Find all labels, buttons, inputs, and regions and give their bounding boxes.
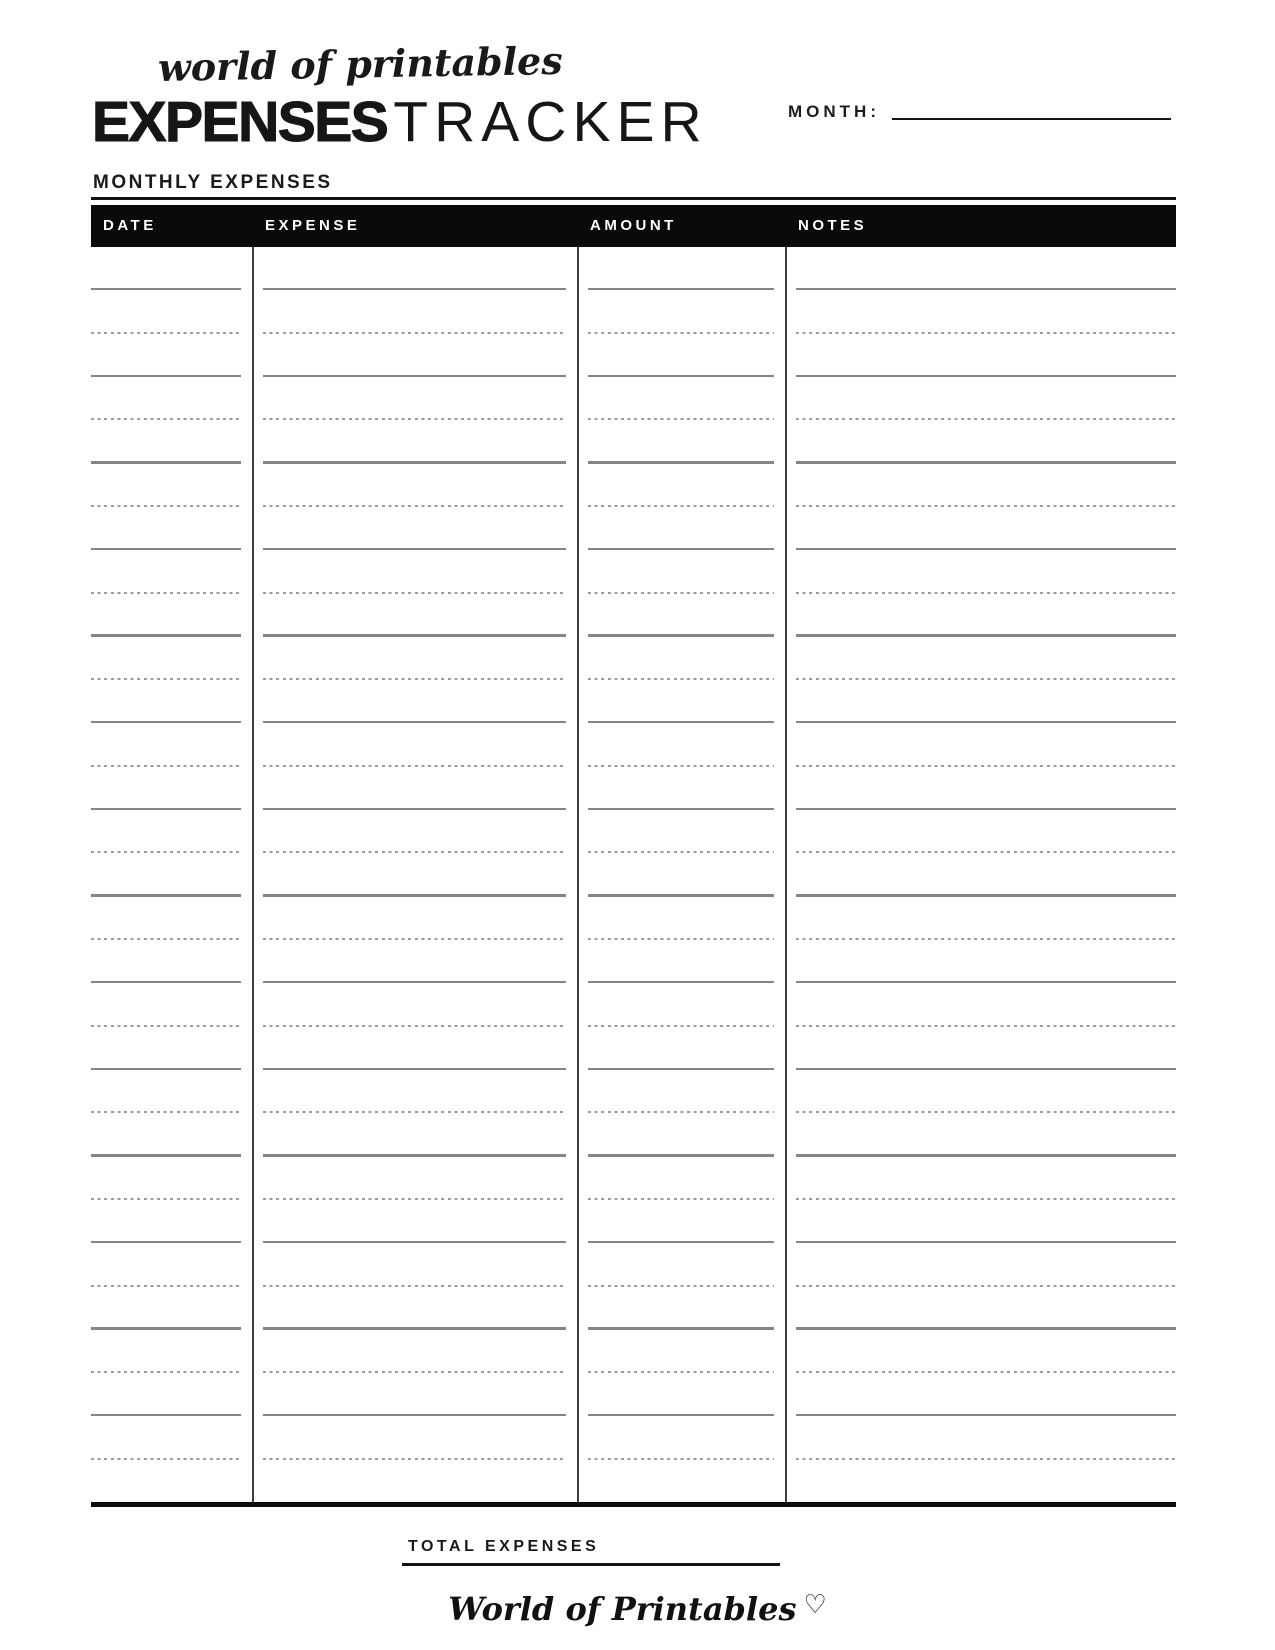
- row-cell-notes: [786, 505, 1176, 507]
- table-header-bar: [91, 205, 1176, 247]
- row-cell-amount: [578, 1285, 786, 1287]
- row-writing-line: [263, 1458, 566, 1460]
- row-cell-amount: [578, 375, 786, 377]
- column-divider: [577, 247, 579, 1502]
- row-writing-line: [263, 678, 566, 680]
- row-writing-line: [588, 1068, 774, 1070]
- row-cell-notes: [786, 548, 1176, 550]
- row-writing-line: [91, 1154, 241, 1156]
- table-row: [91, 680, 1176, 723]
- row-cell-date: [91, 1198, 253, 1200]
- row-writing-line: [91, 981, 241, 983]
- month-row: [788, 102, 1171, 124]
- row-writing-line: [91, 1111, 241, 1113]
- row-writing-line: [588, 1458, 774, 1460]
- row-cell-date: [91, 548, 253, 550]
- table-row: [91, 1070, 1176, 1113]
- row-writing-line: [263, 1241, 566, 1243]
- row-writing-line: [91, 1241, 241, 1243]
- row-cell-expense: [253, 1371, 578, 1373]
- row-cell-date: [91, 634, 253, 636]
- row-cell-amount: [578, 1414, 786, 1416]
- row-cell-notes: [786, 981, 1176, 983]
- row-cell-notes: [786, 1285, 1176, 1287]
- row-writing-line: [263, 1154, 566, 1156]
- table-row: [91, 420, 1176, 463]
- row-writing-line: [263, 418, 566, 420]
- row-writing-line: [588, 765, 774, 767]
- row-cell-notes: [786, 461, 1176, 463]
- row-cell-amount: [578, 1068, 786, 1070]
- row-writing-line: [263, 938, 566, 940]
- row-writing-line: [91, 721, 241, 723]
- row-cell-amount: [578, 418, 786, 420]
- table-top-rule: [91, 197, 1176, 200]
- row-writing-line: [263, 981, 566, 983]
- table-row: [91, 290, 1176, 333]
- row-writing-line: [588, 1025, 774, 1027]
- row-cell-notes: [786, 592, 1176, 594]
- row-cell-amount: [578, 1241, 786, 1243]
- footer-logo: [0, 1590, 1275, 1628]
- row-writing-line: [588, 1371, 774, 1373]
- table-row: [91, 334, 1176, 377]
- row-cell-amount: [578, 1458, 786, 1460]
- row-writing-line: [796, 1371, 1176, 1373]
- row-cell-amount: [578, 1154, 786, 1156]
- row-writing-line: [588, 981, 774, 983]
- table-row: [91, 377, 1176, 420]
- row-writing-line: [588, 288, 774, 290]
- row-cell-date: [91, 375, 253, 377]
- row-cell-amount: [578, 678, 786, 680]
- row-writing-line: [796, 851, 1176, 853]
- row-writing-line: [588, 1111, 774, 1113]
- row-cell-date: [91, 461, 253, 463]
- row-cell-notes: [786, 1327, 1176, 1329]
- row-writing-line: [588, 894, 774, 896]
- row-writing-line: [796, 808, 1176, 810]
- row-cell-notes: [786, 1025, 1176, 1027]
- footer-logo-text: World of Printables: [448, 1590, 797, 1628]
- row-writing-line: [263, 765, 566, 767]
- table-row: [91, 550, 1176, 593]
- total-row: [402, 1538, 780, 1566]
- table-row: [91, 1200, 1176, 1243]
- row-cell-expense: [253, 418, 578, 420]
- row-cell-notes: [786, 1068, 1176, 1070]
- row-writing-line: [91, 1198, 241, 1200]
- row-cell-notes: [786, 1198, 1176, 1200]
- column-divider: [252, 247, 254, 1502]
- row-cell-notes: [786, 1154, 1176, 1156]
- row-cell-expense: [253, 1111, 578, 1113]
- row-writing-line: [91, 505, 241, 507]
- row-cell-notes: [786, 418, 1176, 420]
- row-writing-line: [263, 1285, 566, 1287]
- row-writing-line: [263, 375, 566, 377]
- row-cell-expense: [253, 332, 578, 334]
- row-writing-line: [91, 1414, 241, 1416]
- row-writing-line: [263, 721, 566, 723]
- page-title: [92, 90, 708, 154]
- column-divider: [785, 247, 787, 1502]
- row-cell-date: [91, 981, 253, 983]
- row-writing-line: [796, 1414, 1176, 1416]
- row-cell-amount: [578, 765, 786, 767]
- row-cell-expense: [253, 938, 578, 940]
- row-cell-amount: [578, 288, 786, 290]
- row-writing-line: [91, 1327, 241, 1329]
- row-cell-date: [91, 1414, 253, 1416]
- row-writing-line: [796, 678, 1176, 680]
- table-row: [91, 247, 1176, 290]
- row-cell-date: [91, 721, 253, 723]
- row-cell-amount: [578, 808, 786, 810]
- row-cell-expense: [253, 678, 578, 680]
- column-header-amount: AMOUNT: [590, 217, 677, 234]
- table-row: [91, 810, 1176, 853]
- row-writing-line: [263, 1198, 566, 1200]
- row-writing-line: [91, 288, 241, 290]
- row-cell-amount: [578, 332, 786, 334]
- row-writing-line: [263, 1111, 566, 1113]
- row-writing-line: [91, 332, 241, 334]
- row-writing-line: [588, 505, 774, 507]
- row-cell-date: [91, 1111, 253, 1113]
- row-writing-line: [263, 851, 566, 853]
- table-row: [91, 1113, 1176, 1156]
- row-writing-line: [796, 1327, 1176, 1329]
- row-writing-line: [796, 1458, 1176, 1460]
- row-writing-line: [588, 678, 774, 680]
- row-writing-line: [588, 634, 774, 636]
- row-writing-line: [796, 288, 1176, 290]
- row-writing-line: [588, 418, 774, 420]
- row-writing-line: [588, 332, 774, 334]
- row-cell-date: [91, 418, 253, 420]
- row-cell-date: [91, 1068, 253, 1070]
- row-writing-line: [263, 505, 566, 507]
- row-cell-expense: [253, 1025, 578, 1027]
- row-cell-expense: [253, 288, 578, 290]
- row-cell-date: [91, 1241, 253, 1243]
- row-cell-notes: [786, 678, 1176, 680]
- row-cell-amount: [578, 894, 786, 896]
- row-writing-line: [796, 375, 1176, 377]
- table-row: [91, 1416, 1176, 1459]
- row-cell-date: [91, 1285, 253, 1287]
- total-expenses-line: [402, 1563, 780, 1566]
- row-cell-date: [91, 1154, 253, 1156]
- table-bottom-bar: [91, 1502, 1176, 1507]
- row-writing-line: [588, 1198, 774, 1200]
- total-expenses-label: TOTAL EXPENSES: [408, 1538, 600, 1555]
- row-writing-line: [796, 1241, 1176, 1243]
- row-writing-line: [796, 938, 1176, 940]
- row-cell-amount: [578, 851, 786, 853]
- table-row: [91, 767, 1176, 810]
- row-cell-expense: [253, 548, 578, 550]
- row-cell-notes: [786, 808, 1176, 810]
- row-writing-line: [263, 1068, 566, 1070]
- row-writing-line: [263, 1327, 566, 1329]
- row-writing-line: [91, 375, 241, 377]
- row-cell-date: [91, 332, 253, 334]
- row-writing-line: [91, 808, 241, 810]
- row-cell-expense: [253, 461, 578, 463]
- row-writing-line: [588, 1327, 774, 1329]
- row-cell-date: [91, 765, 253, 767]
- row-writing-line: [796, 461, 1176, 463]
- table-row: [91, 723, 1176, 766]
- row-writing-line: [91, 765, 241, 767]
- brand-script-logo: world of printables: [157, 37, 563, 90]
- row-writing-line: [91, 461, 241, 463]
- row-cell-date: [91, 592, 253, 594]
- row-writing-line: [796, 1285, 1176, 1287]
- row-writing-line: [796, 1198, 1176, 1200]
- row-cell-amount: [578, 1327, 786, 1329]
- row-writing-line: [588, 1414, 774, 1416]
- row-writing-line: [796, 332, 1176, 334]
- row-writing-line: [91, 1068, 241, 1070]
- row-cell-expense: [253, 721, 578, 723]
- table-row: [91, 1243, 1176, 1286]
- row-writing-line: [588, 1241, 774, 1243]
- row-writing-line: [91, 548, 241, 550]
- row-cell-date: [91, 1025, 253, 1027]
- row-cell-expense: [253, 1458, 578, 1460]
- table-row: [91, 1027, 1176, 1070]
- row-cell-amount: [578, 634, 786, 636]
- row-cell-amount: [578, 592, 786, 594]
- column-header-notes: NOTES: [798, 217, 868, 234]
- row-writing-line: [263, 894, 566, 896]
- row-cell-notes: [786, 1414, 1176, 1416]
- row-writing-line: [263, 288, 566, 290]
- row-cell-amount: [578, 1025, 786, 1027]
- row-writing-line: [263, 332, 566, 334]
- table-row: [91, 507, 1176, 550]
- table-row: [91, 1330, 1176, 1373]
- row-writing-line: [263, 634, 566, 636]
- row-writing-line: [91, 1285, 241, 1287]
- table-row: [91, 897, 1176, 940]
- row-cell-amount: [578, 1111, 786, 1113]
- row-writing-line: [263, 808, 566, 810]
- row-writing-line: [263, 1414, 566, 1416]
- row-writing-line: [796, 548, 1176, 550]
- row-cell-amount: [578, 938, 786, 940]
- row-cell-date: [91, 505, 253, 507]
- row-cell-expense: [253, 981, 578, 983]
- row-cell-expense: [253, 894, 578, 896]
- row-cell-date: [91, 678, 253, 680]
- row-cell-notes: [786, 1241, 1176, 1243]
- row-cell-notes: [786, 332, 1176, 334]
- row-writing-line: [588, 851, 774, 853]
- row-cell-expense: [253, 592, 578, 594]
- row-cell-notes: [786, 721, 1176, 723]
- row-cell-expense: [253, 375, 578, 377]
- heart-icon: ♡: [803, 1590, 827, 1620]
- row-cell-notes: [786, 1111, 1176, 1113]
- column-header-date: DATE: [103, 217, 157, 234]
- row-writing-line: [588, 548, 774, 550]
- table-row: [91, 1287, 1176, 1330]
- row-writing-line: [263, 1371, 566, 1373]
- row-writing-line: [796, 592, 1176, 594]
- row-cell-expense: [253, 1327, 578, 1329]
- row-cell-amount: [578, 548, 786, 550]
- row-cell-date: [91, 288, 253, 290]
- row-cell-notes: [786, 894, 1176, 896]
- row-writing-line: [796, 1068, 1176, 1070]
- row-cell-notes: [786, 1371, 1176, 1373]
- row-cell-amount: [578, 981, 786, 983]
- row-cell-expense: [253, 1414, 578, 1416]
- row-writing-line: [91, 894, 241, 896]
- row-writing-line: [588, 461, 774, 463]
- row-cell-expense: [253, 808, 578, 810]
- row-cell-expense: [253, 851, 578, 853]
- row-cell-date: [91, 1371, 253, 1373]
- row-cell-amount: [578, 1371, 786, 1373]
- row-writing-line: [91, 634, 241, 636]
- row-cell-notes: [786, 288, 1176, 290]
- row-cell-expense: [253, 505, 578, 507]
- row-cell-date: [91, 851, 253, 853]
- month-input-line: [892, 118, 1171, 120]
- row-cell-expense: [253, 634, 578, 636]
- row-writing-line: [588, 375, 774, 377]
- row-writing-line: [91, 938, 241, 940]
- row-cell-expense: [253, 1241, 578, 1243]
- row-writing-line: [263, 461, 566, 463]
- row-writing-line: [91, 851, 241, 853]
- title-tracker: TRACKER: [393, 90, 708, 154]
- row-writing-line: [796, 505, 1176, 507]
- row-cell-expense: [253, 1198, 578, 1200]
- table-row: [91, 983, 1176, 1026]
- section-label: MONTHLY EXPENSES: [93, 172, 333, 193]
- row-writing-line: [796, 634, 1176, 636]
- row-cell-notes: [786, 1458, 1176, 1460]
- row-cell-date: [91, 938, 253, 940]
- row-writing-line: [796, 1154, 1176, 1156]
- row-cell-notes: [786, 938, 1176, 940]
- row-writing-line: [796, 981, 1176, 983]
- row-cell-expense: [253, 1154, 578, 1156]
- row-cell-notes: [786, 851, 1176, 853]
- row-writing-line: [588, 938, 774, 940]
- row-cell-date: [91, 1327, 253, 1329]
- row-writing-line: [588, 721, 774, 723]
- row-cell-notes: [786, 765, 1176, 767]
- row-writing-line: [588, 1154, 774, 1156]
- table-row: [91, 637, 1176, 680]
- row-writing-line: [263, 592, 566, 594]
- table-row: [91, 940, 1176, 983]
- row-cell-amount: [578, 721, 786, 723]
- table-rows: [91, 247, 1176, 1502]
- table-row: [91, 853, 1176, 896]
- table-row: [91, 1157, 1176, 1200]
- row-writing-line: [91, 1458, 241, 1460]
- row-cell-notes: [786, 375, 1176, 377]
- row-writing-line: [91, 1371, 241, 1373]
- expenses-table: [91, 197, 1176, 1507]
- row-writing-line: [588, 808, 774, 810]
- row-writing-line: [263, 1025, 566, 1027]
- table-row: [91, 594, 1176, 637]
- column-header-expense: EXPENSE: [265, 217, 361, 234]
- row-writing-line: [588, 1285, 774, 1287]
- row-writing-line: [91, 678, 241, 680]
- row-cell-date: [91, 894, 253, 896]
- title-expenses: EXPENSES: [92, 90, 388, 154]
- month-label: MONTH:: [788, 102, 880, 121]
- table-row: [91, 1373, 1176, 1416]
- row-writing-line: [796, 1025, 1176, 1027]
- row-writing-line: [796, 894, 1176, 896]
- row-writing-line: [796, 1111, 1176, 1113]
- row-cell-amount: [578, 505, 786, 507]
- row-cell-expense: [253, 765, 578, 767]
- row-writing-line: [263, 548, 566, 550]
- row-writing-line: [91, 1025, 241, 1027]
- row-writing-line: [796, 765, 1176, 767]
- row-writing-line: [796, 721, 1176, 723]
- row-writing-line: [588, 592, 774, 594]
- row-cell-notes: [786, 634, 1176, 636]
- row-writing-line: [91, 418, 241, 420]
- row-cell-date: [91, 808, 253, 810]
- row-cell-date: [91, 1458, 253, 1460]
- row-writing-line: [91, 592, 241, 594]
- row-cell-amount: [578, 461, 786, 463]
- row-cell-amount: [578, 1198, 786, 1200]
- row-writing-line: [796, 418, 1176, 420]
- table-row: [91, 464, 1176, 507]
- row-cell-expense: [253, 1068, 578, 1070]
- row-cell-expense: [253, 1285, 578, 1287]
